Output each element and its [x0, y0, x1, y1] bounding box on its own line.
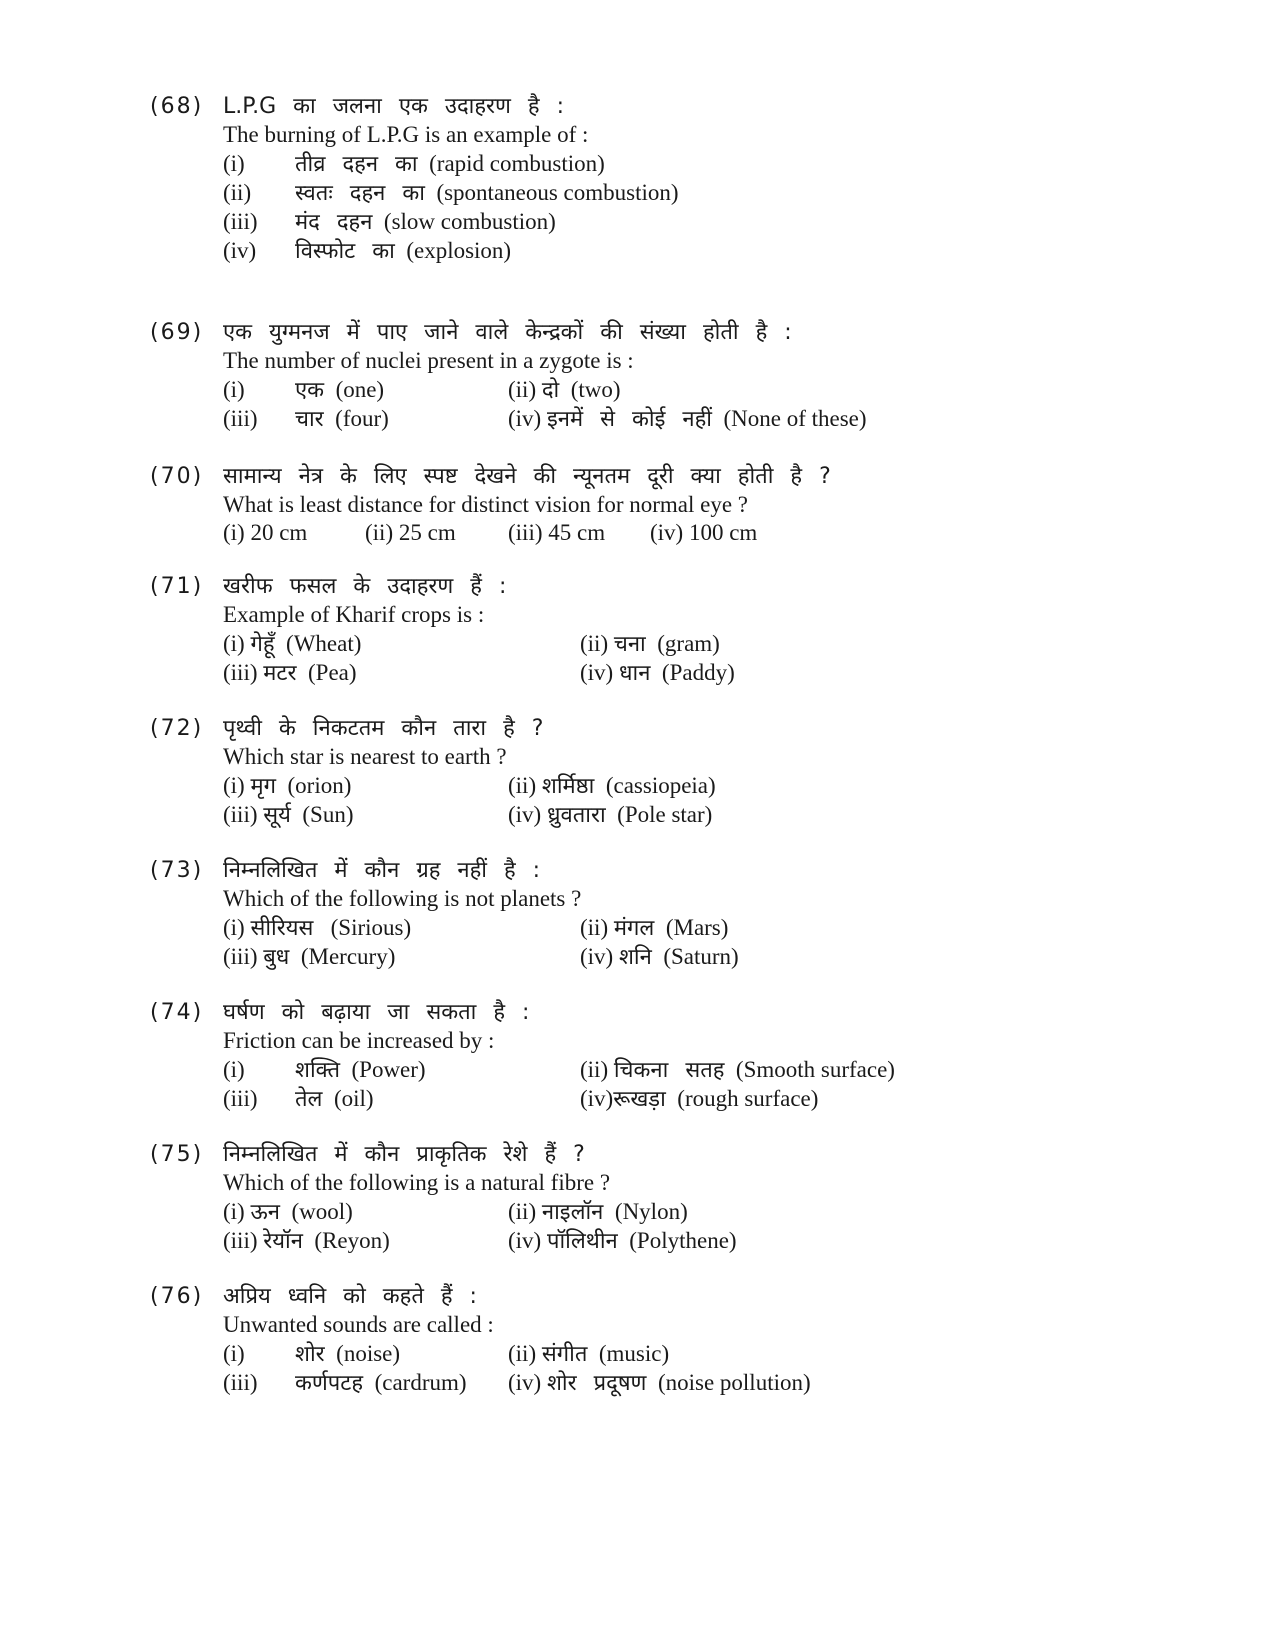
question-number: (73) [150, 858, 204, 883]
question-text-english: What is least distance for distinct vision for normal eye ? [223, 492, 749, 517]
question-number: (71) [150, 574, 204, 599]
question-text-hindi: घर्षण को बढ़ाया जा सकता है : [223, 1000, 530, 1025]
question-text-english: Which of the following is a natural fibre ? [223, 1170, 611, 1195]
question-70 [150, 462, 1230, 552]
option-iv: (iv)रूखड़ा (rough surface) [580, 1086, 819, 1112]
question-text-hindi: L.P.G का जलना एक उदाहरण है : [223, 94, 565, 119]
option-iv: (iv) 100 cm [650, 520, 758, 545]
option-iii: (iii) मटर (Pea) [223, 660, 357, 686]
option-iii: (iii) बुध (Mercury) [223, 944, 396, 970]
option-ii: (ii) 25 cm [365, 520, 456, 545]
option-i: (i) 20 cm [223, 520, 308, 545]
option-i: (i) तीव्र दहन का (rapid combustion) [223, 151, 605, 177]
question-text-hindi: अप्रिय ध्वनि को कहते हैं : [223, 1284, 477, 1309]
option-iv: (iv) ध्रुवतारा (Pole star) [508, 802, 713, 828]
option-ii: (ii) नाइलॉन (Nylon) [508, 1199, 688, 1225]
option-iv: (iv) शोर प्रदूषण (noise pollution) [508, 1370, 811, 1396]
question-text-english: The burning of L.P.G is an example of : [223, 122, 589, 147]
question-text-english: Example of Kharif crops is : [223, 602, 485, 627]
question-number: (75) [150, 1142, 204, 1167]
option-ii: (ii) स्वतः दहन का (spontaneous combustion) [223, 180, 679, 206]
question-68 [150, 92, 1230, 272]
option-i: (i) मृग (orion) [223, 773, 352, 799]
question-text-hindi: सामान्य नेत्र के लिए स्पष्ट देखने की न्यूनतम दूरी क्या होती है ? [223, 464, 831, 489]
question-text-hindi: निम्नलिखित में कौन प्राकृतिक रेशे हैं ? [223, 1142, 585, 1167]
question-75 [150, 1140, 1230, 1260]
question-number: (76) [150, 1284, 204, 1309]
option-i: (i) शक्ति (Power) [223, 1057, 426, 1083]
option-iii: (iii) सूर्य (Sun) [223, 802, 354, 828]
question-72 [150, 714, 1230, 834]
option-i: (i) शोर (noise) [223, 1341, 401, 1367]
option-iii: (iii) 45 cm [508, 520, 606, 545]
option-iv: (iv) पॉलिथीन (Polythene) [508, 1228, 737, 1254]
question-text-hindi: निम्नलिखित में कौन ग्रह नहीं है : [223, 858, 541, 883]
question-text-hindi: पृथ्वी के निकटतम कौन तारा है ? [223, 716, 544, 741]
option-iii: (iii) तेल (oil) [223, 1086, 374, 1112]
option-iii: (iii) कर्णपटह (cardrum) [223, 1370, 467, 1396]
option-ii: (ii) चना (gram) [580, 631, 720, 657]
question-text-hindi: एक युग्मनज में पाए जाने वाले केन्द्रकों की संख्या होती है : [223, 320, 792, 345]
option-i: (i) गेहूँ (Wheat) [223, 631, 362, 657]
option-i: (i) एक (one) [223, 377, 385, 403]
option-iii: (iii) रेयॉन (Reyon) [223, 1228, 390, 1254]
question-69 [150, 318, 1230, 438]
question-text-english: Friction can be increased by : [223, 1028, 495, 1053]
option-i: (i) ऊन (wool) [223, 1199, 353, 1225]
question-text-english: Which of the following is not planets ? [223, 886, 582, 911]
option-iv: (iv) धान (Paddy) [580, 660, 735, 686]
question-number: (72) [150, 716, 204, 741]
question-number: (69) [150, 320, 204, 345]
question-74 [150, 998, 1230, 1118]
option-iv: (iv) इनमें से कोई नहीं (None of these) [508, 406, 867, 432]
option-ii: (ii) संगीत (music) [508, 1341, 670, 1367]
option-iii: (iii) चार (four) [223, 406, 389, 432]
option-iii: (iii) मंद दहन (slow combustion) [223, 209, 556, 235]
question-76 [150, 1282, 1230, 1402]
question-text-english: Which star is nearest to earth ? [223, 744, 507, 769]
option-ii: (ii) शर्मिष्ठा (cassiopeia) [508, 773, 716, 799]
option-iv: (iv) शनि (Saturn) [580, 944, 739, 970]
question-71 [150, 572, 1230, 692]
question-number: (68) [150, 94, 204, 119]
option-ii: (ii) दो (two) [508, 377, 621, 403]
question-text-english: Unwanted sounds are called : [223, 1312, 494, 1337]
option-ii: (ii) चिकना सतह (Smooth surface) [580, 1057, 895, 1083]
question-text-english: The number of nuclei present in a zygote is : [223, 348, 634, 373]
question-text-hindi: खरीफ फसल के उदाहरण हैं : [223, 574, 507, 599]
option-iv: (iv) विस्फोट का (explosion) [223, 238, 512, 264]
option-ii: (ii) मंगल (Mars) [580, 915, 729, 941]
question-number: (70) [150, 464, 204, 489]
question-73 [150, 856, 1230, 976]
option-i: (i) सीरियस (Sirious) [223, 915, 412, 941]
question-number: (74) [150, 1000, 204, 1025]
